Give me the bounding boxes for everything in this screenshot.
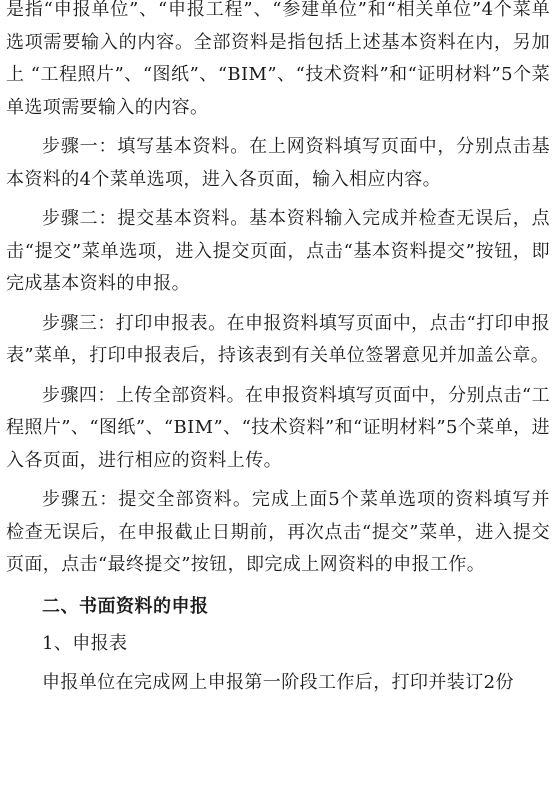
step-two-paragraph: 步骤二：提交基本资料。基本资料输入完成并检查无误后，点击“提交”菜单选项，进入提交页面，点击“基本资料提交”按钮，即完成基本资料的申报。 bbox=[6, 208, 550, 294]
step-one-paragraph: 步骤一：填写基本资料。在上网资料填写页面中，分别点击基本资料的4个菜单选项，进入各页面，输入相应内容。 bbox=[6, 136, 550, 190]
subsection-heading: 1、申报表 bbox=[42, 632, 128, 654]
final-paragraph: 申报单位在完成网上申报第一阶段工作后，打印并装订2份 bbox=[42, 672, 514, 693]
step-five-paragraph: 步骤五：提交全部资料。完成上面5个菜单选项的资料填写并检查无误后，在申报截止日期前，再次点击“提交”菜单，进入提交页面，点击“最终提交”按钮，即完成上网资料的申报工作。 bbox=[6, 489, 550, 575]
step-three-paragraph: 步骤三：打印申报表。在申报资料填写页面中，点击“打印申报表”菜单，打印申报表后，持该表到有关单位签署意见并加盖公章。 bbox=[6, 312, 550, 366]
intro-paragraph: 是指“申报单位”、“申报工程”、“参建单位”和“相关单位”4个菜单选项需要输入的内容。全部资料是指包括上述基本资料在内，另加上 “工程照片”、“图纸”、“BIM”、“技术资料”和“证明材料”5个菜单选项需要输入的内容。 bbox=[6, 0, 550, 118]
step-four-paragraph: 步骤四：上传全部资料。在申报资料填写页面中，分别点击“工程照片”、“图纸”、“BIM”、“技术资料”和“证明材料”5个菜单，进入各页面，进行相应的资料上传。 bbox=[6, 384, 550, 471]
section-heading: 二、书面资料的申报 bbox=[42, 595, 209, 617]
